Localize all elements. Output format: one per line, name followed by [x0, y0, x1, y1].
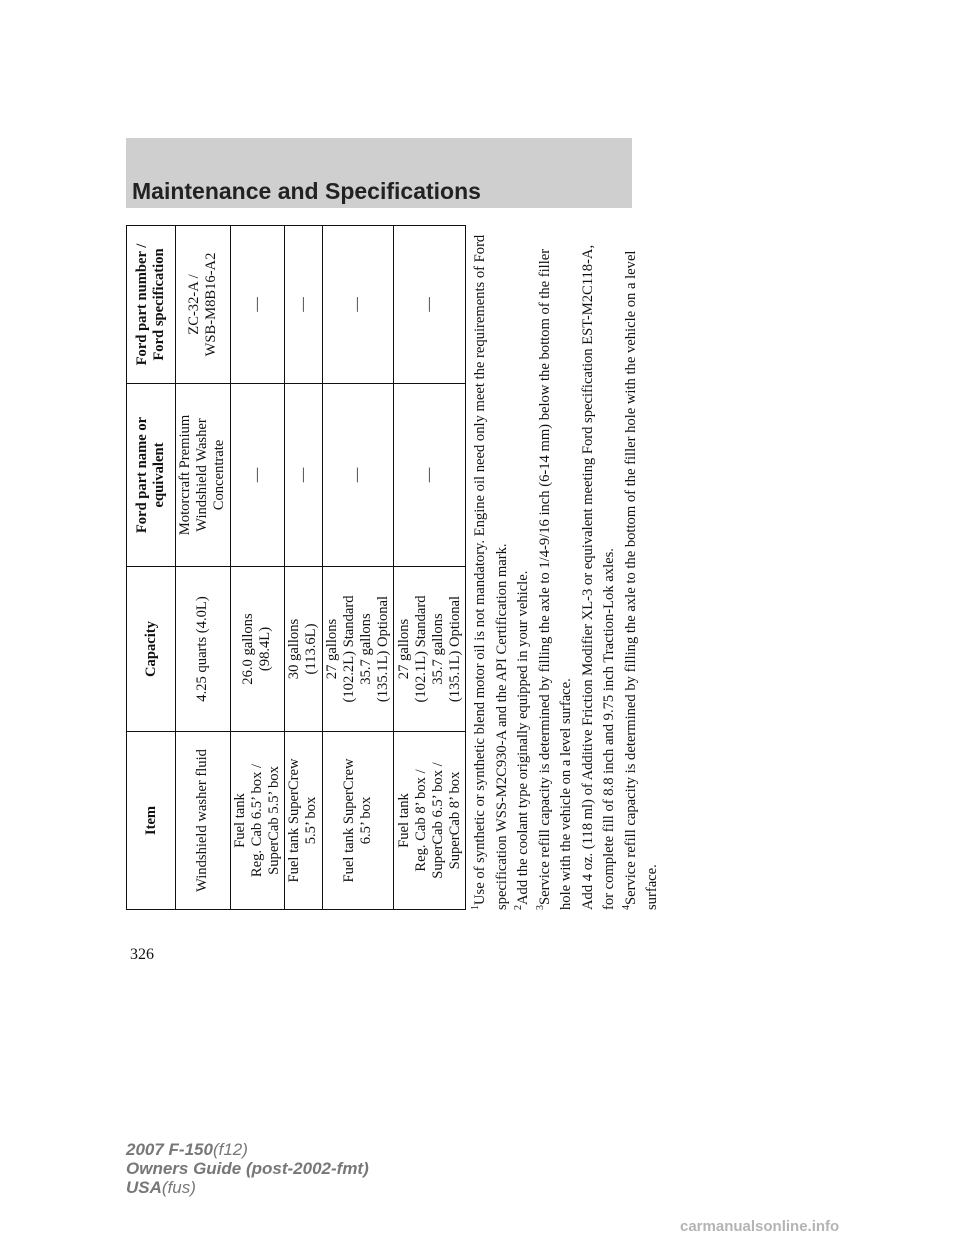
cell-part-name: — — [230, 384, 285, 567]
footer-market-code: (fus) — [161, 1178, 196, 1197]
footnote-text: Service refill capacity is determined by filling the axle to 1/4-9/16 inch (6-14 mm) below the bottom of the filler hole with the vehicle on a level surface. — [536, 248, 574, 910]
footer-line-guide — [126, 1159, 369, 1178]
cell-part-name: — — [322, 384, 394, 567]
footnotes — [470, 226, 664, 910]
cell-item: Windshield washer fluid — [176, 732, 231, 910]
column-header-part-number: Ford part number / Ford specification — [127, 226, 176, 384]
column-header-part-name: Ford part name or equivalent — [127, 384, 176, 567]
footer-model-code: (f12) — [212, 1140, 248, 1159]
footnote-text: Use of synthetic or synthetic blend motor oil is not mandatory. Engine oil need only meet the requirements of Ford specification WSS-M2C930-A and the API Certification mark. — [472, 234, 510, 910]
footer-line-model — [126, 1140, 369, 1159]
table-row — [285, 226, 322, 910]
footnote-text: Add the coolant type originally equipped in your vehicle. — [515, 570, 531, 905]
cell-part-number: — — [285, 226, 322, 384]
cell-item: Fuel tank Reg. Cab 8’ box / SuperCab 6.5’ box / SuperCab 8’ box — [394, 732, 466, 910]
cell-part-name: Motorcraft Premium Windshield Washer Concentrate — [176, 384, 231, 567]
footnote-marker: 2 — [513, 905, 525, 910]
cell-item: Fuel tank SuperCrew 5.5’ box — [285, 732, 322, 910]
footnote-marker: 1 — [470, 905, 482, 910]
cell-capacity: 26.0 gallons (98.4L) — [230, 567, 285, 732]
footnote-marker: 4 — [620, 905, 632, 910]
section-title: Maintenance and Specifications — [132, 178, 481, 204]
footer-line-market — [126, 1178, 369, 1197]
footnote — [470, 226, 513, 910]
cell-capacity: 27 gallons (102.2L) Standard 35.7 gallons (135.1L) Optional — [322, 567, 394, 732]
cell-part-number: — — [322, 226, 394, 384]
table-row — [230, 226, 285, 910]
cell-part-name: — — [285, 384, 322, 567]
cell-item: Fuel tank SuperCrew 6.5’ box — [322, 732, 394, 910]
footnote — [621, 226, 664, 910]
table-row — [176, 226, 231, 910]
footer-market: USA — [126, 1178, 162, 1197]
footer-model: 2007 F-150 — [126, 1140, 213, 1159]
document-footer — [126, 1140, 369, 1197]
footnote-marker: 3 — [534, 905, 546, 910]
cell-item: Fuel tank Reg. Cab 6.5’ box / SuperCab 5.5’ box — [230, 732, 285, 910]
cell-part-number: — — [230, 226, 285, 384]
page-number: 326 — [130, 946, 154, 963]
column-header-capacity: Capacity — [127, 567, 176, 732]
cell-capacity: 4.25 quarts (4.0L) — [176, 567, 231, 732]
footnote-text: Service refill capacity is determined by filling the axle to the bottom of the filler hole with the vehicle on a level surface. — [622, 250, 660, 910]
table-header-row — [127, 226, 176, 910]
table-row — [394, 226, 466, 910]
footnote-text: Add 4 oz. (118 ml) of Additive Friction Modifier XL-3 or equivalent meeting Ford specification EST-M2C118-A, for complete fill of 8.8 inch and 9.75 inch Traction-Lok axles. — [579, 244, 617, 910]
capacities-table — [126, 225, 466, 910]
table-row — [322, 226, 394, 910]
watermark: carmanualsonline.info — [680, 1218, 840, 1235]
footnote — [578, 226, 621, 910]
column-header-item: Item — [127, 732, 176, 910]
cell-part-number: ZC-32-A / WSB-M8B16-A2 — [176, 226, 231, 384]
rotated-spec-content — [126, 226, 660, 910]
cell-part-number: — — [394, 226, 466, 384]
footnote — [513, 226, 535, 910]
cell-capacity: 30 gallons (113.6L) — [285, 567, 322, 732]
cell-part-name: — — [394, 384, 466, 567]
cell-capacity: 27 gallons (102.1L) Standard 35.7 gallons (135.1L) Optional — [394, 567, 466, 732]
footer-guide: Owners Guide (post-2002-fmt) — [126, 1159, 369, 1178]
footnote — [535, 226, 578, 910]
